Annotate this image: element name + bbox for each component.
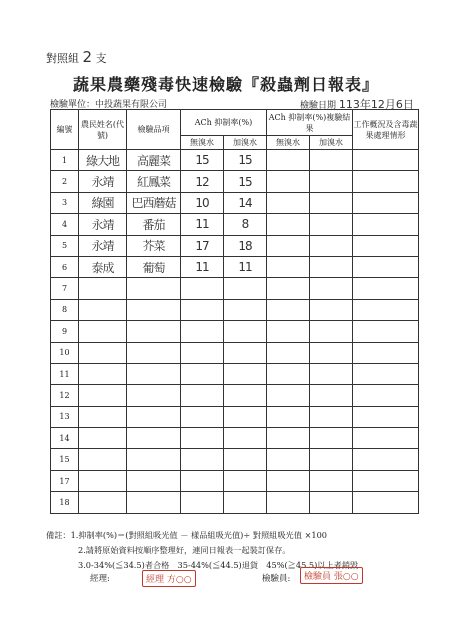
recheck-no-bromine [267, 492, 310, 513]
header-no-bromine: 無溴水 [181, 136, 224, 150]
recheck-no-bromine [267, 299, 310, 320]
recheck-no-bromine [267, 342, 310, 363]
farmer-name: 永靖 [79, 235, 127, 256]
table-row [51, 299, 419, 320]
table-row [51, 470, 419, 491]
table-row [51, 278, 419, 299]
item-name [127, 449, 181, 470]
table-row [51, 321, 419, 342]
inhibition-bromine: 15 [224, 150, 267, 171]
inhibition-no-bromine: 12 [181, 171, 224, 192]
farmer-name [79, 492, 127, 513]
remarks-cell [353, 342, 419, 363]
note-line-1: 備註：1.抑制率(%)＝(對照組吸光值 － 樣品組吸光值)÷ 對照組吸光值 ×100 [46, 530, 328, 540]
inhibition-no-bromine: 17 [181, 235, 224, 256]
row-number: 9 [51, 321, 79, 342]
remarks-cell [353, 363, 419, 384]
row-number: 15 [51, 449, 79, 470]
inhibition-no-bromine [181, 470, 224, 491]
remarks-cell [353, 299, 419, 320]
inhibition-bromine [224, 342, 267, 363]
row-number: 1 [51, 150, 79, 171]
inhibition-bromine [224, 321, 267, 342]
farmer-name [79, 385, 127, 406]
note-line-2: 2.請將原始資料按順序整理好，連同日報表一起裝訂保存。 [78, 545, 291, 555]
item-name [127, 406, 181, 427]
inhibition-no-bromine [181, 428, 224, 449]
item-name: 芥菜 [127, 235, 181, 256]
remarks-cell [353, 235, 419, 256]
inhibition-no-bromine [181, 406, 224, 427]
recheck-no-bromine [267, 278, 310, 299]
item-name: 葡萄 [127, 256, 181, 277]
row-number: 13 [51, 406, 79, 427]
farmer-name: 綠園 [79, 192, 127, 213]
inhibition-no-bromine: 10 [181, 192, 224, 213]
date-label: 檢驗日期 [300, 101, 337, 111]
row-number: 5 [51, 235, 79, 256]
inhibition-bromine: 15 [224, 171, 267, 192]
item-name [127, 299, 181, 320]
header-item: 檢驗品項 [127, 110, 181, 150]
inhibition-no-bromine [181, 363, 224, 384]
header-no: 編號 [51, 110, 79, 150]
row-number: 17 [51, 470, 79, 491]
recheck-no-bromine [267, 321, 310, 342]
inhibition-no-bromine [181, 299, 224, 320]
remarks-cell [353, 385, 419, 406]
header-ach: ACh 抑制率(%) [181, 110, 267, 136]
recheck-bromine [310, 192, 353, 213]
recheck-bromine [310, 449, 353, 470]
farmer-name [79, 406, 127, 427]
farmer-name [79, 363, 127, 384]
row-number: 6 [51, 256, 79, 277]
row-number: 11 [51, 363, 79, 384]
item-name [127, 470, 181, 491]
inhibition-bromine: 11 [224, 256, 267, 277]
remarks-cell [353, 406, 419, 427]
inhibition-no-bromine [181, 321, 224, 342]
inhibition-bromine [224, 363, 267, 384]
inhibition-no-bromine [181, 449, 224, 470]
recheck-bromine [310, 363, 353, 384]
recheck-bromine [310, 385, 353, 406]
header-bromine: 加溴水 [224, 136, 267, 150]
table-row [51, 171, 419, 192]
header-remarks: 工作概況及含毒蔬果處理情形 [353, 110, 419, 150]
inhibition-bromine [224, 385, 267, 406]
recheck-bromine [310, 235, 353, 256]
item-name: 紅鳳菜 [127, 171, 181, 192]
inspector-stamp: 檢驗員 張○○ [300, 567, 363, 584]
farmer-name [79, 278, 127, 299]
farmer-name [79, 470, 127, 491]
header-ach-result: ACh 抑制率(%)複驗結果 [267, 110, 353, 136]
header-farmer: 農民姓名(代號) [79, 110, 127, 150]
item-name: 番茄 [127, 214, 181, 235]
recheck-no-bromine [267, 256, 310, 277]
item-name [127, 278, 181, 299]
inhibition-bromine [224, 278, 267, 299]
remarks-cell [353, 321, 419, 342]
recheck-no-bromine [267, 214, 310, 235]
remarks-cell [353, 171, 419, 192]
inhibition-bromine [224, 299, 267, 320]
recheck-no-bromine [267, 406, 310, 427]
remarks-cell [353, 150, 419, 171]
recheck-no-bromine [267, 428, 310, 449]
inhibition-no-bromine [181, 278, 224, 299]
table-row [51, 428, 419, 449]
table-row [51, 150, 419, 171]
row-number: 18 [51, 492, 79, 513]
recheck-no-bromine [267, 470, 310, 491]
inhibition-bromine: 8 [224, 214, 267, 235]
farmer-name: 泰成 [79, 256, 127, 277]
row-number: 7 [51, 278, 79, 299]
daily-report-table [50, 109, 419, 514]
inspector-label: 檢驗員: [262, 574, 291, 584]
table-row [51, 449, 419, 470]
inhibition-no-bromine: 15 [181, 150, 224, 171]
item-name [127, 321, 181, 342]
table-row [51, 214, 419, 235]
page-title: 蔬果農藥殘毒快速檢驗『殺蟲劑日報表』 [72, 75, 379, 94]
recheck-bromine [310, 321, 353, 342]
group-suffix: 支 [95, 52, 107, 65]
remarks-cell [353, 449, 419, 470]
item-name: 巴西蘑菇 [127, 192, 181, 213]
farmer-name [79, 449, 127, 470]
header-no-bromine-recheck: 無溴水 [267, 136, 310, 150]
inhibition-bromine [224, 406, 267, 427]
table-row [51, 256, 419, 277]
group-label-text: 對照組 [46, 52, 79, 65]
recheck-bromine [310, 278, 353, 299]
row-number: 10 [51, 342, 79, 363]
table-row [51, 342, 419, 363]
inhibition-bromine [224, 428, 267, 449]
inhibition-no-bromine: 11 [181, 256, 224, 277]
recheck-bromine [310, 492, 353, 513]
recheck-bromine [310, 428, 353, 449]
inspection-unit: 檢驗單位：中投蔬果有限公司 [50, 100, 168, 110]
recheck-bromine [310, 150, 353, 171]
recheck-no-bromine [267, 171, 310, 192]
farmer-name [79, 428, 127, 449]
inhibition-no-bromine [181, 492, 224, 513]
remarks-cell [353, 470, 419, 491]
farmer-name: 永靖 [79, 214, 127, 235]
item-name: 高麗菜 [127, 150, 181, 171]
inhibition-bromine: 18 [224, 235, 267, 256]
recheck-bromine [310, 214, 353, 235]
farmer-name [79, 321, 127, 342]
recheck-bromine [310, 470, 353, 491]
remarks-cell [353, 256, 419, 277]
remarks-cell [353, 192, 419, 213]
inhibition-no-bromine: 11 [181, 214, 224, 235]
recheck-bromine [310, 256, 353, 277]
farmer-name [79, 299, 127, 320]
recheck-no-bromine [267, 449, 310, 470]
inhibition-bromine: 14 [224, 192, 267, 213]
remarks-cell [353, 428, 419, 449]
farmer-name: 綠大地 [79, 150, 127, 171]
item-name [127, 342, 181, 363]
item-name [127, 428, 181, 449]
recheck-bromine [310, 171, 353, 192]
table-row [51, 492, 419, 513]
recheck-bromine [310, 406, 353, 427]
row-number: 4 [51, 214, 79, 235]
recheck-no-bromine [267, 150, 310, 171]
recheck-bromine [310, 299, 353, 320]
recheck-no-bromine [267, 385, 310, 406]
row-number: 3 [51, 192, 79, 213]
inhibition-no-bromine [181, 342, 224, 363]
farmer-name [79, 342, 127, 363]
table-row [51, 192, 419, 213]
item-name [127, 363, 181, 384]
inhibition-no-bromine [181, 385, 224, 406]
table-row [51, 363, 419, 384]
header-bromine-recheck: 加溴水 [310, 136, 353, 150]
inhibition-bromine [224, 492, 267, 513]
manager-stamp: 經理 方○○ [142, 570, 196, 587]
recheck-no-bromine [267, 363, 310, 384]
remarks-cell [353, 278, 419, 299]
control-group-label [46, 48, 107, 66]
inhibition-bromine [224, 449, 267, 470]
note-line-3: 3.0-34%(≦34.5)者合格 35-44%(≦44.5)退貨 45%(≧45.5)以上者銷毀 [78, 560, 359, 570]
manager-label: 經理: [90, 574, 110, 584]
inhibition-bromine [224, 470, 267, 491]
table-row [51, 385, 419, 406]
recheck-no-bromine [267, 235, 310, 256]
date-value: 113年12月6日 [338, 98, 414, 111]
item-name [127, 385, 181, 406]
group-number: 2 [82, 48, 93, 66]
row-number: 2 [51, 171, 79, 192]
remarks-cell [353, 492, 419, 513]
table-row [51, 406, 419, 427]
remarks-cell [353, 214, 419, 235]
recheck-bromine [310, 342, 353, 363]
row-number: 14 [51, 428, 79, 449]
farmer-name: 永靖 [79, 171, 127, 192]
recheck-no-bromine [267, 192, 310, 213]
row-number: 8 [51, 299, 79, 320]
row-number: 12 [51, 385, 79, 406]
item-name [127, 492, 181, 513]
table-row [51, 235, 419, 256]
